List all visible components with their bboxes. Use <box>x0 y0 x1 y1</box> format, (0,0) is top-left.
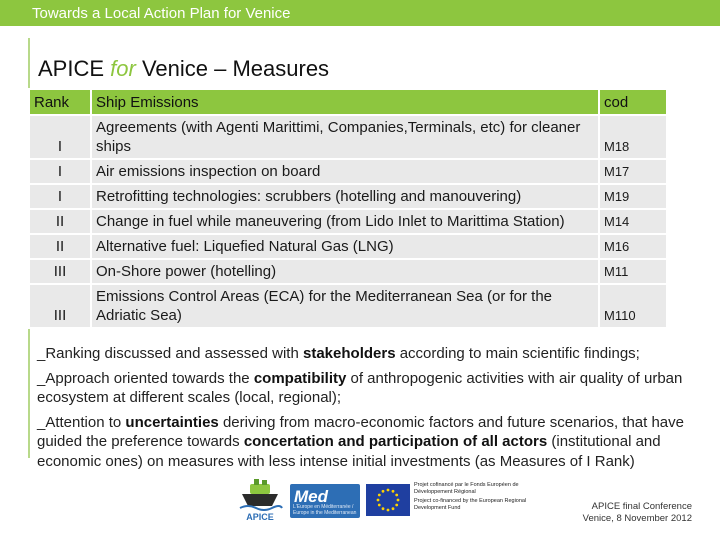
column-header-cod: cod <box>599 89 667 115</box>
note-emphasis: concertation and participation of all actors <box>243 433 548 450</box>
rank-cell: II <box>29 209 91 234</box>
eu-funding-line: Project co-financed by the European Regional Development Fund <box>414 498 527 511</box>
code-cell: M18 <box>599 115 667 159</box>
measure-cell: Change in fuel while maneuvering (from Lido Inlet to Marittima Station) <box>91 209 599 234</box>
apice-logo-label: APICE <box>246 512 274 522</box>
table-row <box>29 115 667 159</box>
notes-section <box>37 344 697 476</box>
table-row <box>29 284 667 328</box>
table-header-row <box>29 89 667 115</box>
med-programme-logo <box>290 484 360 518</box>
slide-title-prefix: APICE <box>38 56 111 81</box>
note-text: according to main scientific findings; <box>395 345 640 362</box>
slide-title-accent: for <box>110 56 136 81</box>
measure-cell: Agreements (with Agenti Marittimi, Companies,Terminals, etc) for cleaner ships <box>91 115 599 159</box>
note-text: of anthropogenic activities with air quality of urban ecosystem at different scales (local, regional); <box>37 369 683 406</box>
code-cell: M17 <box>599 159 667 184</box>
rank-cell: I <box>29 115 91 159</box>
note-emphasis: uncertainties <box>125 413 219 431</box>
measures-table <box>28 88 668 329</box>
conference-name: APICE final Conference <box>591 501 692 512</box>
note-approach <box>37 369 697 408</box>
eu-funding-text <box>414 482 534 512</box>
note-text: (institutional and economic ones) on measures with less intense initial investments (as Measures of I Rank) <box>37 433 661 470</box>
note-emphasis: stakeholders <box>303 345 396 362</box>
table-row <box>29 234 667 259</box>
code-cell: M14 <box>599 209 667 234</box>
table-row <box>29 159 667 184</box>
med-logo-label: Med <box>294 487 328 506</box>
note-ranking <box>37 344 697 364</box>
table-row <box>29 184 667 209</box>
slide-title <box>38 56 329 82</box>
conference-footer <box>583 501 692 525</box>
note-text: _Ranking discussed and assessed with <box>37 345 303 362</box>
apice-logo <box>236 478 284 522</box>
rank-cell: I <box>29 159 91 184</box>
note-text: deriving from macro-economic factors and future scenarios, that have guided the preference towards <box>37 413 684 450</box>
measure-cell: Air emissions inspection on board <box>91 159 599 184</box>
note-text: _Attention to <box>37 413 126 431</box>
table-row <box>29 259 667 284</box>
slide-title-suffix: Venice – Measures <box>135 56 330 81</box>
code-cell: M110 <box>599 284 667 328</box>
column-header-ship-emissions: Ship Emissions <box>91 89 599 115</box>
code-cell: M19 <box>599 184 667 209</box>
rank-cell: I <box>29 184 91 209</box>
measure-cell: Emissions Control Areas (ECA) for the Mediterranean Sea (or for the Adriatic Sea) <box>91 284 599 328</box>
rank-cell: III <box>29 259 91 284</box>
measure-cell: On-Shore power (hotelling) <box>91 259 599 284</box>
eu-funding-line: Projet cofinancé par le Fonds Européen de Développement Régional <box>414 482 519 495</box>
rank-cell: III <box>29 284 91 328</box>
med-logo-caption: L'Europe en Méditerranée / Europe in the Mediterranean <box>293 504 357 516</box>
eu-flag-icon <box>366 484 410 516</box>
note-attention <box>37 413 697 472</box>
header-bar <box>0 0 720 26</box>
rank-cell: II <box>29 234 91 259</box>
note-text: _Approach oriented towards the <box>37 369 254 387</box>
measure-cell: Retrofitting technologies: scrubbers (hotelling and manouvering) <box>91 184 599 209</box>
table-row <box>29 209 667 234</box>
note-emphasis: compatibility <box>253 369 347 387</box>
code-cell: M11 <box>599 259 667 284</box>
measure-cell: Alternative fuel: Liquefied Natural Gas (LNG) <box>91 234 599 259</box>
conference-date: Venice, 8 November 2012 <box>582 513 692 524</box>
code-cell: M16 <box>599 234 667 259</box>
header-title: Towards a Local Action Plan for Venice <box>32 5 291 22</box>
column-header-rank: Rank <box>29 89 91 115</box>
